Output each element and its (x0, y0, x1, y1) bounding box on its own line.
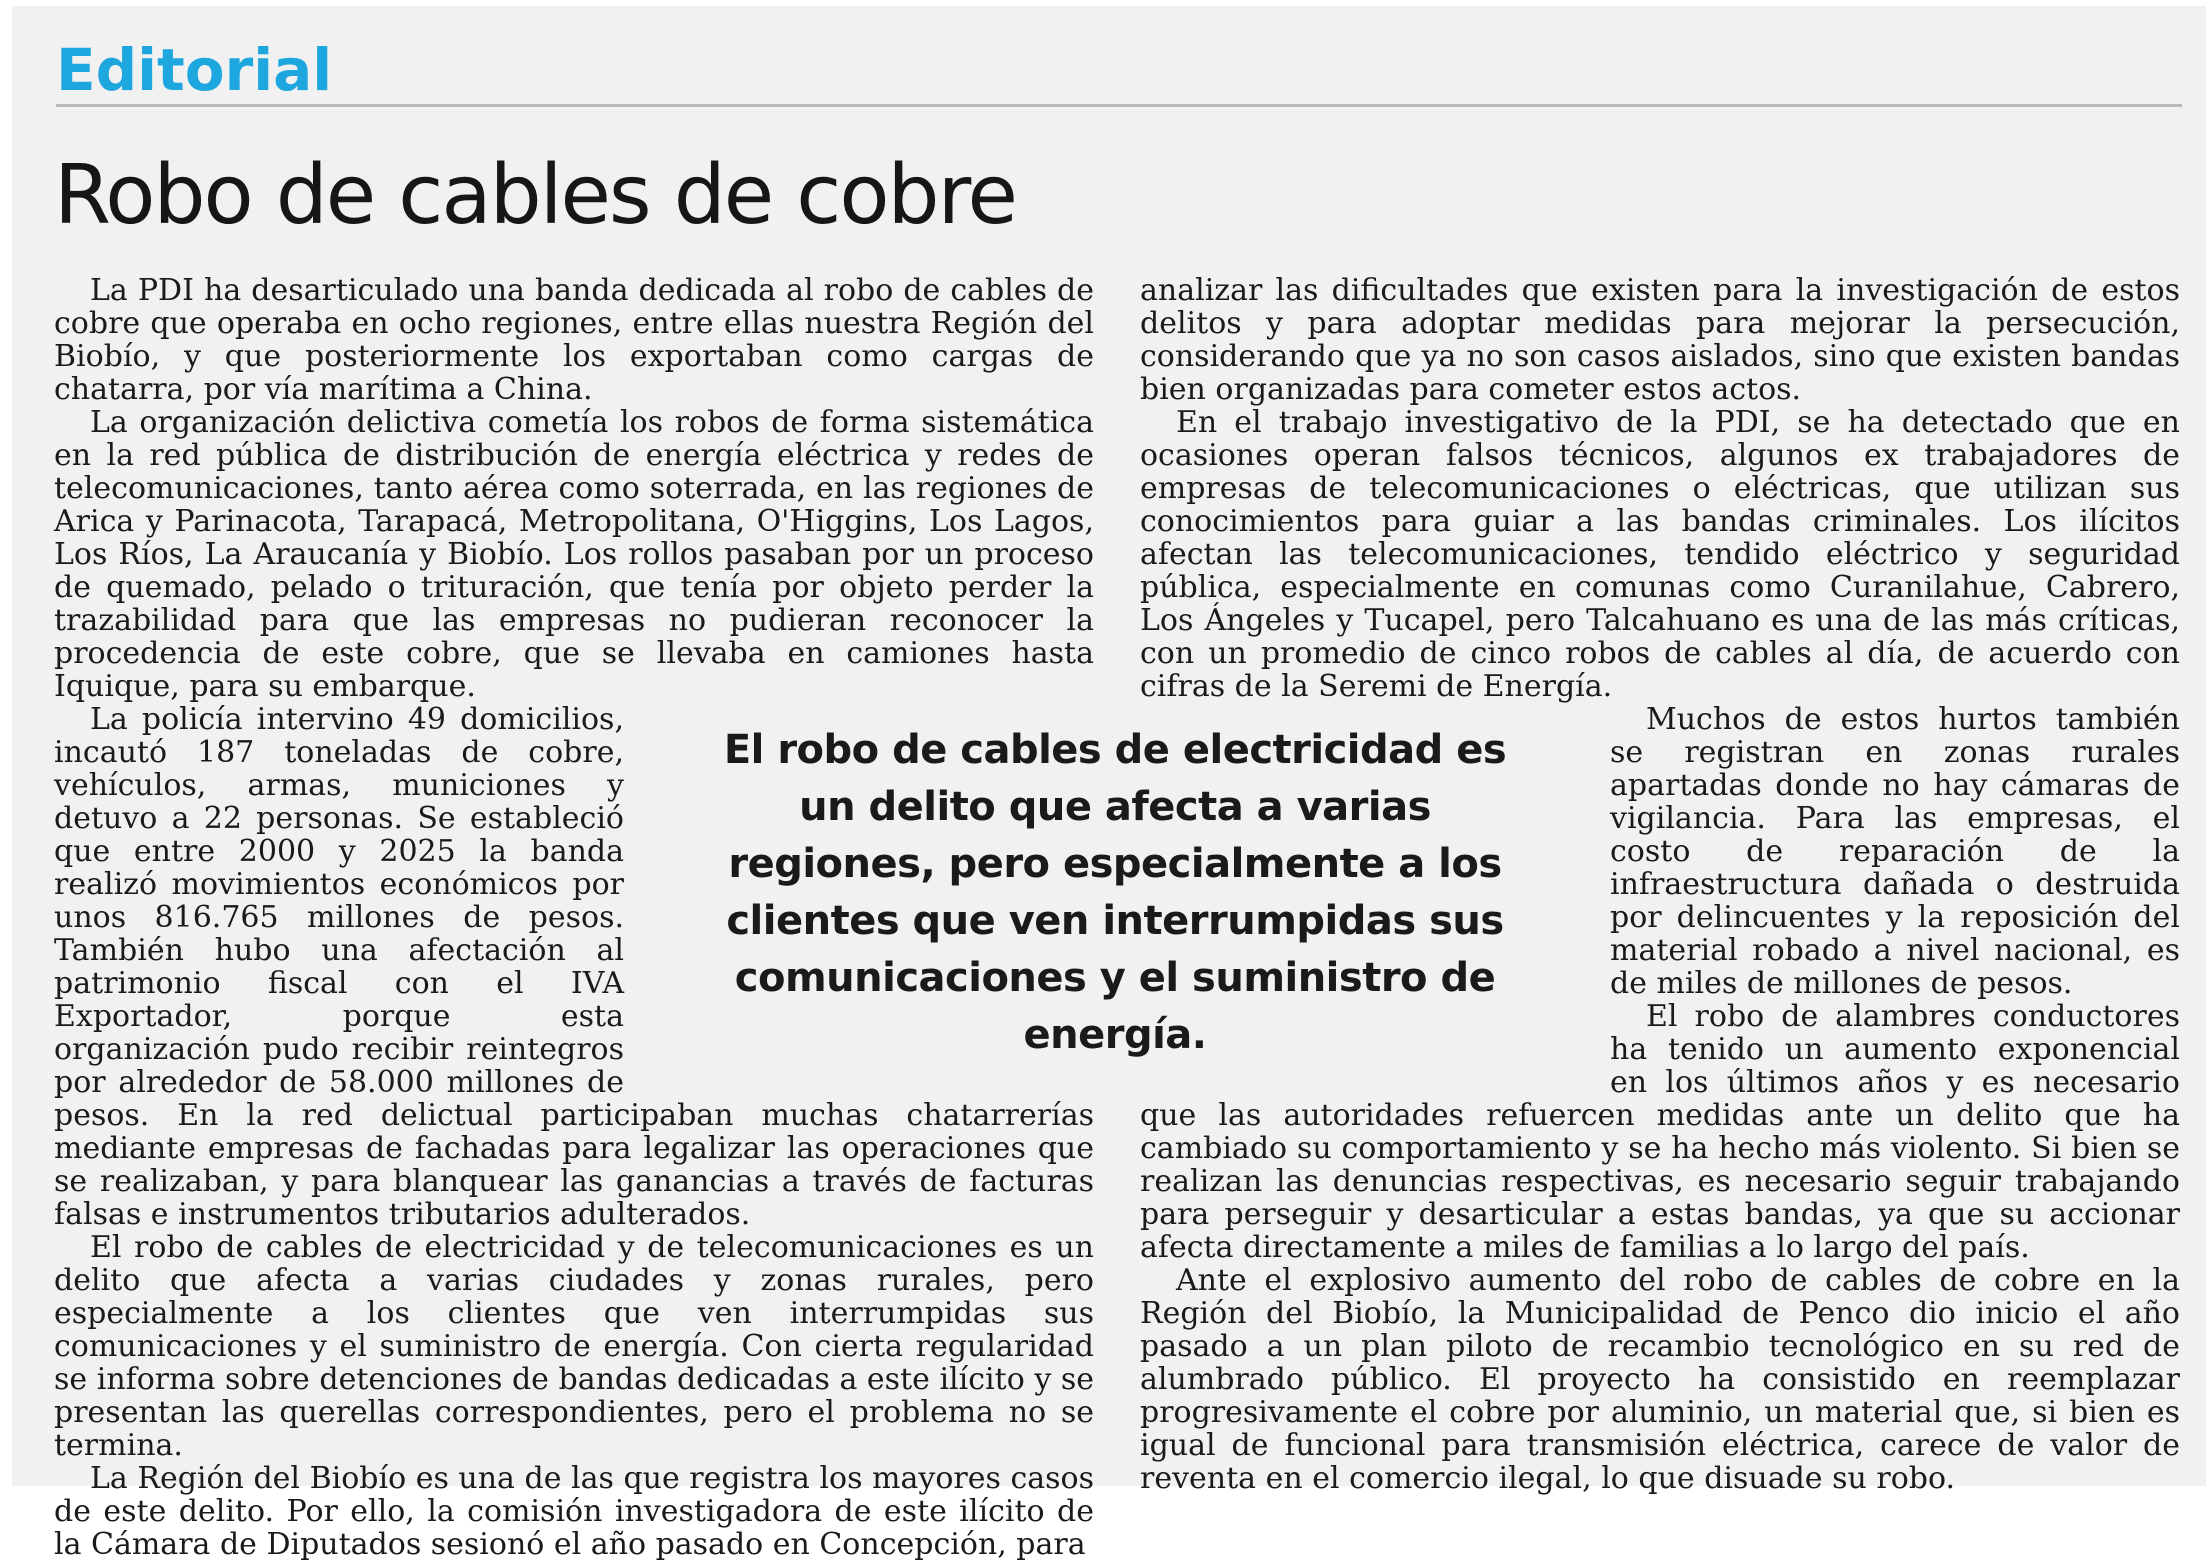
paragraph: La Región del Biobío es una de las que registra los mayores casos de este delito. Por ello, la comisión investigadora de este ilícito de la Cámara de Diputados sesionó el año pasado en Concepción, para (54, 1461, 1094, 1562)
paragraph: El robo de cables de electricidad y de telecomunicaciones es un delito que afecta a varias ciudades y zonas rurales, pero especialmente a los clientes que ven interrumpidas sus comunicaciones y el suministro de energía. Con cierta regularidad se informa sobre detenciones de bandas dedicadas a este ilícito y se presentan las querellas correspondientes, pero el problema no se termina. (54, 1230, 1094, 1463)
paragraph: Ante el explosivo aumento del robo de cables de cobre en la Región del Biobío, la Municipalidad de Penco dio inicio el año pasado a un plan piloto de recambio tecnológico en su red de alumbrado público. El proyecto ha consistido en reemplazar progresivamente el cobre por aluminio, un material que, si bien es igual de funcional para transmisión eléctrica, carece de valor de reventa en el comercio ilegal, lo que disuade su robo. (1140, 1263, 2180, 1496)
paragraph: La PDI ha desarticulado una banda dedicada al robo de cables de cobre que operaba en ocho regiones, entre ellas nuestra Región del Biobío, y que posteriormente los exportaban como cargas de chatarra, por vía marítima a China. (54, 273, 1094, 407)
pull-quote: El robo de cables de electricidad es un delito que afecta a varias regiones, pero especialmente a los clientes que ven interrumpidas sus comunicaciones y el suministro de energía. (723, 727, 1507, 1058)
paragraph: En el trabajo investigativo de la PDI, se ha detectado que en ocasiones operan falsos técnicos, algunos ex trabajadores de empresas de telecomunicaciones o eléctricas, que utilizan sus conocimientos para guiar a las bandas criminales. Los ilícitos afectan las telecomunicaciones, tendido eléctrico y seguridad pública, especialmente en comunas como Curanilahue, Cabrero, Los Ángeles y Tucapel, pero Talcahuano es una de las más críticas, con un promedio de cinco robos de cables al día, de acuerdo con cifras de la Seremi de Energía. (1140, 405, 2180, 704)
paragraph: Muchos de estos hurtos también se registran en zonas rurales apartadas donde no hay cámaras de vigilancia. Para las empresas, el costo de reparación de la infraestructura dañada o destruida por delincuentes y la reposición del material robado a nivel nacional, es de miles de millones de pesos. (1610, 702, 2180, 1001)
paragraph: analizar las dificultades que existen para la investigación de estos delitos y para adoptar medidas para mejorar la persecución, considerando que ya no son casos aislados, sino que existen bandas bien organizadas para cometer estos actos. (1140, 273, 2180, 407)
headline: Robo de cables de cobre (54, 148, 1016, 243)
paragraph: El robo de alambres conductores ha tenido un aumento exponencial en los últimos años y es necesario que las autoridades refuercen medidas ante un delito que ha cambiado su comportamiento y se ha hecho más violento. Si bien se realizan las denuncias respectivas, es necesario seguir trabajando para perseguir y desarticular a estas bandas, ya que su accionar afecta directamente a miles de familias a lo largo del país. (1140, 999, 2180, 1265)
paragraph: La organización delictiva cometía los robos de forma sistemática en la red pública de distribución de energía eléctrica y redes de telecomunicaciones, tanto aérea como soterrada, en las regiones de Arica y Parinacota, Tarapacá, Metropolitana, O'Higgins, Los Lagos, Los Ríos, La Araucanía y Biobío. Los rollos pasaban por un proceso de quemado, pelado o trituración, que tenía por objeto perder la trazabilidad para que las empresas no pudieran reconocer la procedencia de este cobre, que se llevaba en camiones hasta Iquique, para su embarque. (54, 405, 1094, 704)
paragraph: La policía intervino 49 domicilios, incautó 187 toneladas de cobre, vehículos, armas, municiones y detuvo a 22 personas. Se estableció que entre 2000 y 2025 la banda realizó movimientos económicos por unos 816.765 millones de pesos. También hubo una afectación al patrimonio fiscal con el IVA Exportador, porque esta organización pudo recibir reintegros por alrededor de 58.000 millones de pesos. En la red delictual participaban muchas chatarrerías mediante empresas de fachadas para legalizar las operaciones que se realizaban, y para blanquear las ganancias a través de facturas falsas e instrumentos tributarios adulterados. (54, 702, 1094, 1232)
section-divider (56, 104, 2182, 107)
newspaper-page (12, 6, 2206, 1562)
section-label: Editorial (56, 36, 333, 104)
